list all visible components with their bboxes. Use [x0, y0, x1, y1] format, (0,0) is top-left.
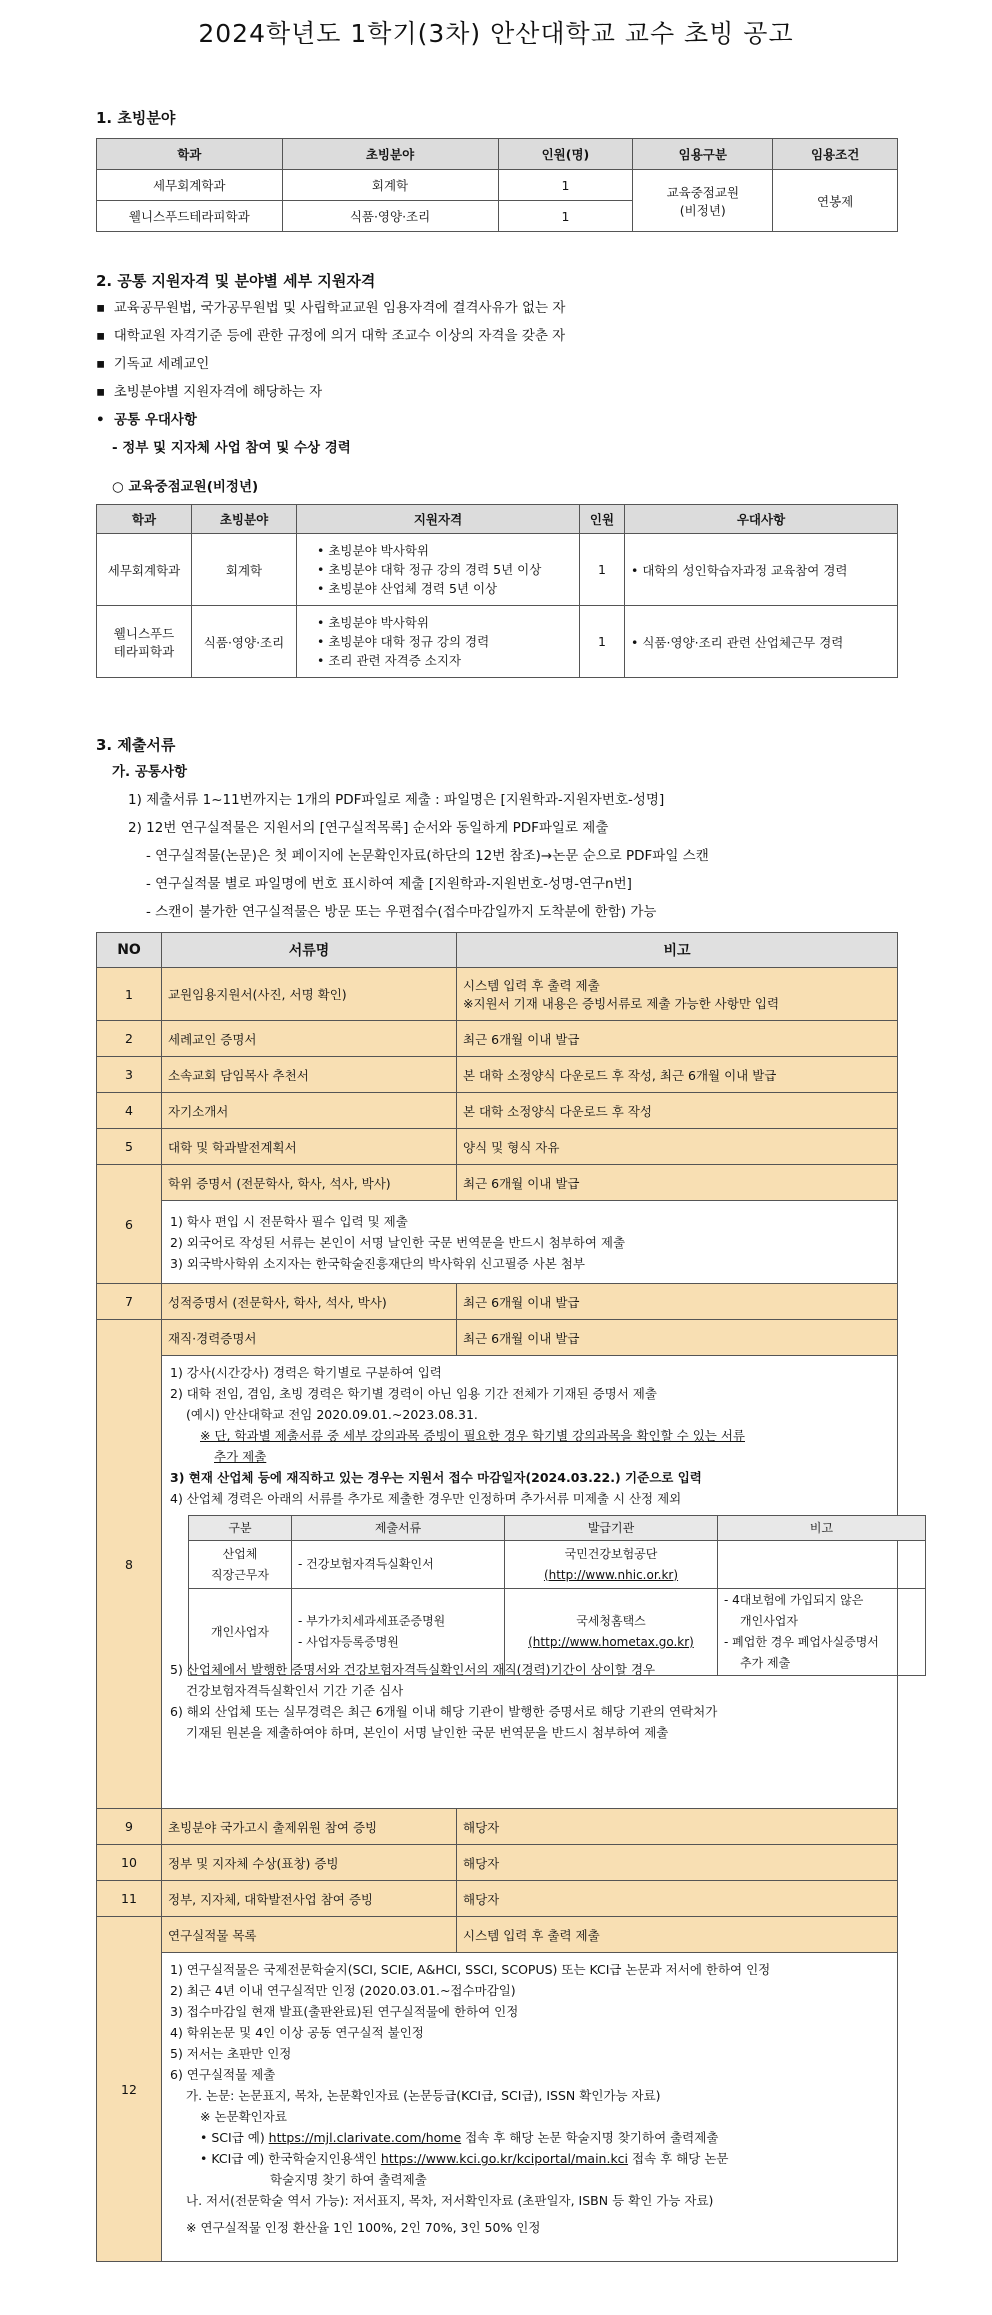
cell-org — [505, 1589, 718, 1676]
doc-remark: 최근 6개월 이내 발급 — [457, 1165, 898, 1201]
pref-text: 대학의 성인학습자과정 교육참여 경력 — [642, 562, 848, 578]
table-row — [97, 1809, 898, 1845]
page-title: 2024학년도 1학기(3차) 안산대학교 교수 초빙 공고 — [198, 19, 794, 48]
qual-item: ▪ 대학교원 자격기준 등에 관한 규정에 의거 대학 조교수 이상의 자격을 갖춘 자 — [96, 328, 566, 344]
col-header: 초빙분야 — [282, 139, 498, 170]
cell-quals — [297, 534, 580, 606]
col-header: 구분 — [189, 1516, 292, 1541]
instruction-line: - 연구실적물 별로 파일명에 번호 표시하여 제출 [지원학과-지원번호-성명-연구n번] — [146, 876, 632, 892]
table-row — [97, 1917, 898, 1953]
remark-line: 추가 제출 — [740, 1656, 791, 1670]
table-row — [97, 968, 898, 1021]
col-header: NO — [97, 933, 162, 968]
pref-text: 식품·영양·조리 관련 산업체근무 경력 — [642, 634, 844, 650]
note-line: 나. 저서(전문학술 역서 가능): 저서표지, 목차, 저서확인자료 (초판일자, ISBN 등 확인 가능 자료) — [186, 2193, 714, 2208]
instruction-line: - 연구실적물(논문)은 첫 페이지에 논문확인자료(하단의 12번 참조)→논문 순으로 PDF파일 스캔 — [146, 848, 709, 864]
qual-item: ▪ 초빙분야별 지원자격에 해당하는 자 — [96, 384, 323, 400]
col-header: 학과 — [97, 139, 283, 170]
section1-heading: 1. 초빙분야 — [96, 109, 176, 127]
col-header: 제출서류 — [292, 1516, 505, 1541]
doc-name: 정부 및 지자체 수상(표창) 증빙 — [162, 1845, 457, 1881]
pref-item: - 정부 및 지자체 사업 참여 및 수상 경력 — [112, 440, 351, 456]
table-row — [97, 1129, 898, 1165]
cell-field: 회계학 — [282, 170, 498, 201]
row-no: 10 — [97, 1845, 162, 1881]
doc-remark — [457, 968, 898, 1021]
doc-name: 소속교회 담임목사 추천서 — [162, 1057, 457, 1093]
industry-docs-table — [188, 1515, 926, 1676]
cell-remark — [718, 1589, 926, 1676]
doc-remark: 최근 6개월 이내 발급 — [457, 1284, 898, 1320]
note-line: 3) 외국박사학위 소지자는 한국학술진흥재단의 박사학위 신고필증 사본 첨부 — [170, 1255, 585, 1271]
col-header: 지원자격 — [297, 505, 580, 534]
cell-doc: - 건강보험자격득실확인서 — [292, 1541, 505, 1589]
table-header-row — [189, 1516, 926, 1541]
doc-name: 교원임용지원서(사진, 서명 확인) — [162, 968, 457, 1021]
table-row — [97, 606, 898, 678]
list-item: • 초빙분야 대학 정규 강의 경력 5년 이상 — [317, 560, 573, 579]
note-text: • KCI급 예) 한국학술지인용색인 — [200, 2151, 381, 2166]
list-item: • 조리 관련 자격증 소지자 — [317, 651, 573, 670]
note-line: 가. 논문: 논문표지, 목차, 논문확인자료 (논문등급(KCI급, SCI급), ISSN 확인가능 자료) — [186, 2088, 661, 2103]
doc-remark: 본 대학 소정양식 다운로드 후 작성, 최근 6개월 이내 발급 — [457, 1057, 898, 1093]
table-header-row — [97, 505, 898, 534]
doc-remark: 양식 및 형식 자유 — [457, 1129, 898, 1165]
note-line: 기재된 원본을 제출하여야 하며, 본인이 서명 날인한 국문 번역문을 반드시 첨부하여 제출 — [186, 1725, 669, 1740]
type-text: 교육중점교원 — [666, 184, 740, 200]
note-text: • SCI급 예) — [200, 2130, 269, 2145]
kind-line: 직장근무자 — [211, 1567, 269, 1582]
doc-remark: 본 대학 소정양식 다운로드 후 작성 — [457, 1093, 898, 1129]
col-header: 우대사항 — [625, 505, 898, 534]
note-line: 4) 학위논문 및 4인 이상 공동 연구실적 불인정 — [170, 2025, 424, 2040]
row-no: 6 — [97, 1165, 162, 1284]
note-line: 추가 제출 — [214, 1449, 267, 1464]
subsection-title: ○ 교육중점교원(비정년) — [112, 479, 259, 495]
section3-sub: 가. 공통사항 — [112, 764, 188, 780]
note-line: 2) 외국어로 작성된 서류는 본인이 서명 날인한 국문 번역문을 반드시 첨부하여 제출 — [170, 1234, 626, 1250]
table-row — [97, 1845, 898, 1881]
row-no: 9 — [97, 1809, 162, 1845]
note-line: 5) 산업체에서 발행한 증명서와 건강보험자격득실확인서의 재직(경력)기간이 상이할 경우 — [170, 1662, 656, 1677]
col-header: 임용구분 — [633, 139, 773, 170]
note-line: 3) 현재 산업체 등에 재직하고 있는 경우는 지원서 접수 마감일자(2024.03.22.) 기준으로 입력 — [170, 1470, 702, 1485]
cell-kind: 개인사업자 — [189, 1589, 292, 1676]
row-no: 1 — [97, 968, 162, 1021]
col-header: 인원(명) — [498, 139, 633, 170]
recruit-field-table — [96, 138, 898, 232]
section3-heading: 3. 제출서류 — [96, 736, 176, 754]
qualification-table — [96, 504, 898, 678]
row-no: 12 — [97, 1917, 162, 2262]
qual-text: 초빙분야별 지원자격에 해당하는 자 — [113, 384, 323, 400]
note-text: 접속 후 해당 논문 학술지명 찾기하여 출력제출 — [461, 2130, 719, 2145]
note-line: 건강보험자격득실확인서 기간 기준 심사 — [186, 1683, 404, 1698]
table-row — [97, 1284, 898, 1320]
list-item: • 초빙분야 산업체 경력 5년 이상 — [317, 579, 573, 598]
table-header-row — [97, 139, 898, 170]
cell-kind — [189, 1541, 292, 1589]
table-row — [97, 1021, 898, 1057]
table-row — [97, 1320, 898, 1356]
remark-line: 개인사업자 — [740, 1614, 798, 1628]
row-no: 3 — [97, 1057, 162, 1093]
cell-field: 식품·영양·조리 — [282, 201, 498, 232]
qual-item: ▪ 교육공무원법, 국가공무원법 및 사립학교교원 임용자격에 결격사유가 없는 자 — [96, 300, 566, 316]
documents-table — [96, 932, 898, 2262]
qual-text: 교육공무원법, 국가공무원법 및 사립학교교원 임용자격에 결격사유가 없는 자 — [113, 300, 566, 316]
cell-field: 회계학 — [192, 534, 297, 606]
doc-notes — [162, 1201, 898, 1284]
table-row — [189, 1541, 926, 1589]
cell-dept: 세무회계학과 — [97, 170, 283, 201]
row-no: 5 — [97, 1129, 162, 1165]
doc-line: - 사업자등록증명원 — [298, 1635, 399, 1649]
col-header: 발급기관 — [505, 1516, 718, 1541]
kind-line: 산업체 — [222, 1546, 258, 1561]
doc-notes — [162, 1356, 898, 1809]
doc-line: - 부가가치세과세표준증명원 — [298, 1614, 446, 1628]
quals-list — [303, 613, 573, 670]
cell-quals — [297, 606, 580, 678]
table-row — [97, 1165, 898, 1201]
cell-count: 1 — [580, 534, 625, 606]
col-header: 초빙분야 — [192, 505, 297, 534]
pref-title-text: 공통 우대사항 — [114, 412, 197, 428]
doc-remark: 해당자 — [457, 1845, 898, 1881]
note-line: 3) 접수마감일 현재 발표(출판완료)된 연구실적물에 한하여 인정 — [170, 2004, 519, 2019]
cell-pref: • 대학의 성인학습자과정 교육참여 경력 — [625, 534, 898, 606]
list-item: • 초빙분야 박사학위 — [317, 613, 573, 632]
doc-name: 세례교인 증명서 — [162, 1021, 457, 1057]
row-no: 2 — [97, 1021, 162, 1057]
table-row — [97, 170, 898, 201]
note-line: 6) 해외 산업체 또는 실무경력은 최근 6개월 이내 해당 기관이 발행한 증명서로 해당 기관의 연락처가 — [170, 1704, 718, 1719]
col-header: 서류명 — [162, 933, 457, 968]
table-row — [189, 1589, 926, 1676]
note-line: 5) 저서는 초판만 인정 — [170, 2046, 292, 2061]
note-line: ※ 연구실적물 인정 환산율 1인 100%, 2인 70%, 3인 50% 인정 — [186, 2220, 541, 2235]
doc-remark: 최근 6개월 이내 발급 — [457, 1320, 898, 1356]
sci-link[interactable]: https://mjl.clarivate.com/home — [268, 2130, 462, 2145]
note-line: 1) 학사 편입 시 전문학사 필수 입력 및 제출 — [170, 1213, 408, 1229]
row-no: 4 — [97, 1093, 162, 1129]
remark-line: ※지원서 기재 내용은 증빙서류로 제출 가능한 사항만 입력 — [463, 996, 780, 1011]
doc-notes — [162, 1953, 898, 2262]
note-line: ※ 단, 학과별 제출서류 중 세부 강의과목 증빙이 필요한 경우 학기별 강의과목을 확인할 수 있는 서류 — [200, 1428, 745, 1443]
qual-text: 기독교 세례교인 — [113, 356, 210, 372]
note-line: ※ 논문확인자료 — [200, 2109, 287, 2124]
section2-heading: 2. 공통 지원자격 및 분야별 세부 지원자격 — [96, 272, 376, 290]
list-item: • 초빙분야 대학 정규 강의 경력 — [317, 632, 573, 651]
instruction-line: 2) 12번 연구실적물은 지원서의 [연구실적목록] 순서와 동일하게 PDF파일로 제출 — [128, 820, 609, 836]
doc-name: 대학 및 학과발전계획서 — [162, 1129, 457, 1165]
note-text: 접속 후 해당 논문 — [628, 2151, 729, 2166]
instruction-line: - 스캔이 불가한 연구실적물은 방문 또는 우편접수(접수마감일까지 도착분에 한함) 가능 — [146, 904, 657, 920]
cell-remark — [718, 1541, 926, 1589]
org-line: 국민건강보험공단 — [564, 1546, 658, 1561]
note-line — [170, 2148, 889, 2169]
col-header: 비고 — [718, 1516, 926, 1541]
instruction-line: 1) 제출서류 1~11번까지는 1개의 PDF파일로 제출 : 파일명은 [지원학과-지원자번호-성명] — [128, 792, 665, 808]
doc-remark: 시스템 입력 후 출력 제출 — [457, 1917, 898, 1953]
quals-list — [303, 541, 573, 598]
cell-dept: 세무회계학과 — [97, 534, 192, 606]
doc-name: 성적증명서 (전문학사, 학사, 석사, 박사) — [162, 1284, 457, 1320]
row-no: 11 — [97, 1881, 162, 1917]
note-line — [170, 2127, 889, 2148]
table-row — [97, 1057, 898, 1093]
table-row-notes — [97, 1953, 898, 2262]
list-item: • 초빙분야 박사학위 — [317, 541, 573, 560]
remark-line: - 폐업한 경우 폐업사실증명서 — [724, 1635, 879, 1649]
type-text-2: (비정년) — [679, 202, 726, 218]
note-line: 학술지명 찾기 하여 출력제출 — [270, 2172, 427, 2187]
row-no: 8 — [97, 1320, 162, 1809]
cell-count: 1 — [498, 201, 633, 232]
org-line: 국세청홈택스 — [576, 1614, 646, 1628]
note-line: 1) 강사(시간강사) 경력은 학기별로 구분하여 입력 — [170, 1365, 442, 1380]
cell-type — [633, 170, 773, 232]
table-row — [97, 534, 898, 606]
cell-pref: • 식품·영양·조리 관련 산업체근무 경력 — [625, 606, 898, 678]
note-line: 4) 산업체 경력은 아래의 서류를 추가로 제출한 경우만 인정하며 추가서류 미제출 시 산정 제외 — [170, 1491, 682, 1506]
table-row-notes — [97, 1356, 898, 1809]
table-header-row — [97, 933, 898, 968]
cell-dept — [97, 606, 192, 678]
kci-link[interactable]: https://www.kci.go.kr/kciportal/main.kci — [380, 2151, 629, 2166]
note-line: (예시) 안산대학교 전임 2020.09.01.~2023.08.31. — [186, 1407, 478, 1422]
pref-title: • 공통 우대사항 — [96, 412, 197, 428]
table-row — [97, 1093, 898, 1129]
cell-field: 식품·영양·조리 — [192, 606, 297, 678]
doc-remark: 해당자 — [457, 1881, 898, 1917]
cell-dept: 웰니스푸드테라피학과 — [97, 201, 283, 232]
doc-name: 정부, 지자체, 대학발전사업 참여 증빙 — [162, 1881, 457, 1917]
cell-count: 1 — [498, 170, 633, 201]
cell-condition: 연봉제 — [773, 170, 898, 232]
col-header: 학과 — [97, 505, 192, 534]
org-link[interactable]: (http://www.nhic.or.kr) — [543, 1567, 679, 1582]
doc-name: 학위 증명서 (전문학사, 학사, 석사, 박사) — [162, 1165, 457, 1201]
org-link[interactable]: (http://www.hometax.go.kr) — [528, 1635, 694, 1649]
col-header: 임용조건 — [773, 139, 898, 170]
note-line: 6) 연구실적물 제출 — [170, 2067, 276, 2082]
doc-name: 연구실적물 목록 — [162, 1917, 457, 1953]
note-line: 1) 연구실적물은 국제전문학술지(SCI, SCIE, A&HCI, SSCI, SCOPUS) 또는 KCI급 논문과 저서에 한하여 인정 — [170, 1962, 771, 1977]
col-header: 인원 — [580, 505, 625, 534]
doc-name: 재직·경력증명서 — [162, 1320, 457, 1356]
cell-count: 1 — [580, 606, 625, 678]
doc-name: 자기소개서 — [162, 1093, 457, 1129]
cell-org — [505, 1541, 718, 1589]
qual-text: 대학교원 자격기준 등에 관한 규정에 의거 대학 조교수 이상의 자격을 갖춘 자 — [113, 328, 566, 344]
qual-item: ▪ 기독교 세례교인 — [96, 356, 210, 372]
remark-line: 시스템 입력 후 출력 제출 — [463, 978, 600, 993]
doc-name: 초빙분야 국가고시 출제위원 참여 증빙 — [162, 1809, 457, 1845]
dept-line: 테라피학과 — [113, 643, 175, 659]
cell-doc — [292, 1589, 505, 1676]
doc-remark: 해당자 — [457, 1809, 898, 1845]
doc-remark: 최근 6개월 이내 발급 — [457, 1021, 898, 1057]
note-line: 2) 대학 전임, 겸임, 초빙 경력은 학기별 경력이 아닌 임용 기간 전체가 기재된 증명서 제출 — [170, 1386, 657, 1401]
note-line: 2) 최근 4년 이내 연구실적만 인정 (2020.03.01.~접수마감일) — [170, 1983, 516, 1998]
row-no: 7 — [97, 1284, 162, 1320]
dept-line: 웰니스푸드 — [113, 625, 175, 641]
remark-line: - 4대보험에 가입되지 않은 — [724, 1593, 864, 1607]
col-header: 비고 — [457, 933, 898, 968]
table-row — [97, 1881, 898, 1917]
table-row-notes — [97, 1201, 898, 1284]
